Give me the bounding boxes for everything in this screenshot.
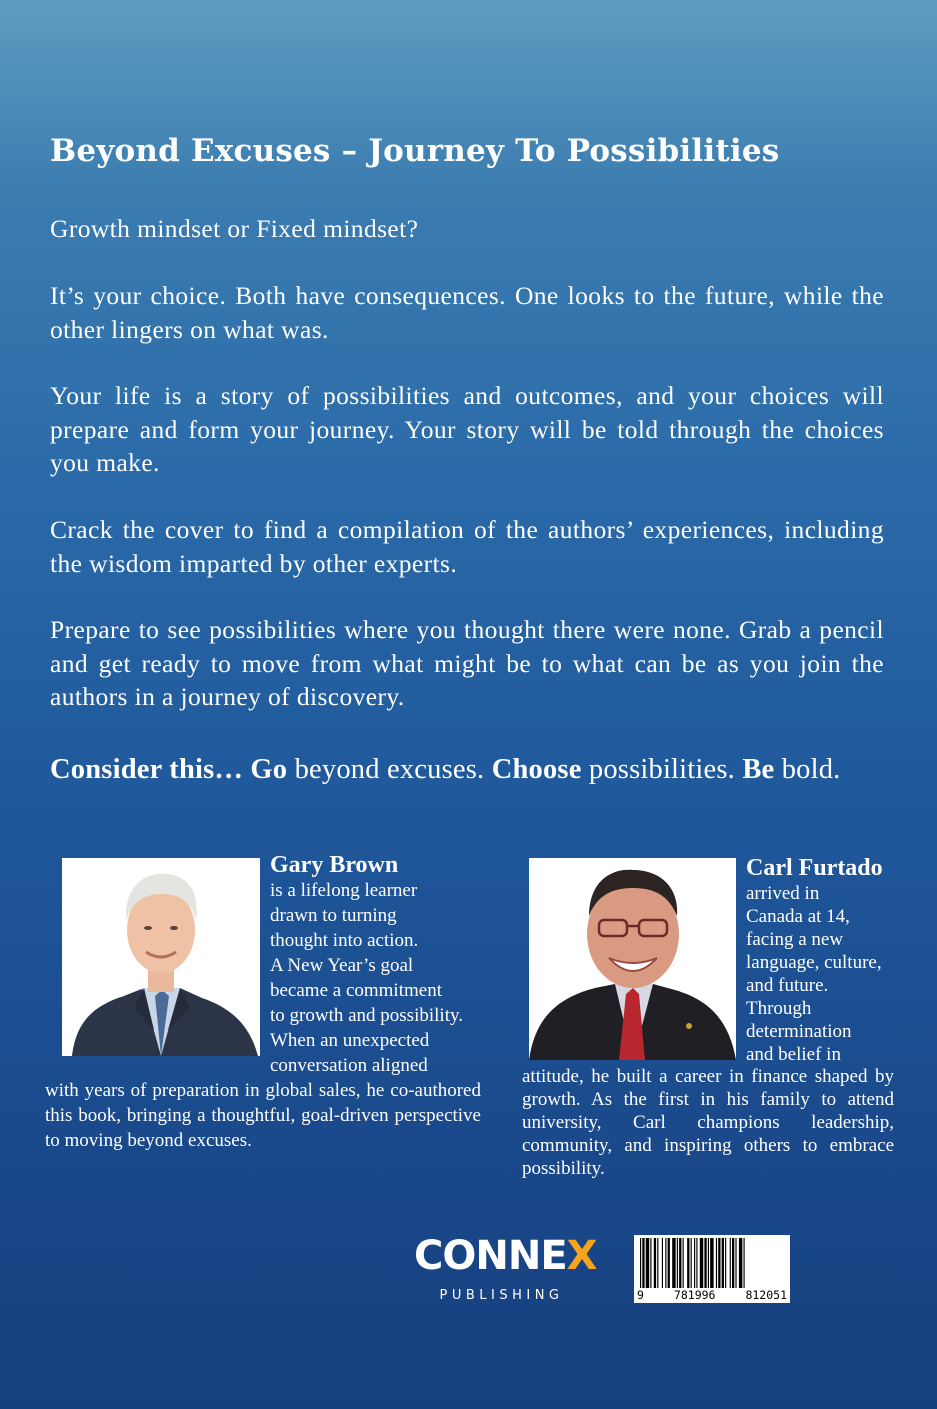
barcode-bar bbox=[722, 1238, 724, 1288]
bio-line: drawn to turning bbox=[270, 905, 397, 926]
tagline-choose: Choose bbox=[491, 754, 582, 785]
logo-word-accent: X bbox=[566, 1233, 597, 1279]
bio-line: Canada at 14, bbox=[746, 906, 850, 927]
bio-line: to growth and possibility. bbox=[270, 1005, 463, 1026]
author-bio-gary-side bbox=[270, 878, 500, 1078]
barcode-bar bbox=[654, 1238, 656, 1288]
barcode-bar bbox=[725, 1238, 726, 1288]
logo-word-main: CONNE bbox=[414, 1233, 567, 1279]
bio-line: When an unexpected bbox=[270, 1030, 430, 1051]
barcode-bar bbox=[696, 1238, 697, 1288]
barcode-bar bbox=[657, 1238, 658, 1288]
bio-line: became a commitment bbox=[270, 980, 442, 1001]
paragraph-question: Growth mindset or Fixed mindset? bbox=[50, 214, 419, 243]
barcode-bar bbox=[716, 1238, 717, 1288]
barcode-digit-group: 781996 bbox=[673, 1288, 716, 1302]
barcode-bar bbox=[665, 1238, 666, 1288]
barcode-bar bbox=[732, 1238, 734, 1288]
barcode-bar bbox=[704, 1238, 706, 1288]
tagline-be: Be bbox=[742, 754, 775, 785]
barcode-bar bbox=[662, 1238, 663, 1288]
bio-line: conversation aligned bbox=[270, 1055, 428, 1076]
logo-subtitle: PUBLISHING bbox=[439, 1288, 564, 1303]
barcode-bar bbox=[691, 1238, 692, 1288]
barcode-bars bbox=[638, 1238, 786, 1288]
author-name-carl: Carl Furtado bbox=[746, 855, 883, 881]
barcode-bar bbox=[730, 1238, 731, 1288]
barcode-bar bbox=[744, 1238, 745, 1288]
book-title: Beyond Excuses – Journey To Possibilities bbox=[50, 133, 780, 169]
barcode-bar bbox=[687, 1238, 689, 1288]
barcode-bar bbox=[718, 1238, 720, 1288]
bio-line: thought into action. bbox=[270, 930, 419, 951]
barcode-bar bbox=[672, 1238, 675, 1288]
bio-line: language, culture, bbox=[746, 952, 882, 973]
barcode-bar bbox=[650, 1238, 651, 1288]
paragraph-choice: It’s your choice. Both have consequences. One looks to the future, while the other lingers on what was. bbox=[50, 281, 884, 344]
tagline-possibilities: possibilities. bbox=[581, 754, 743, 785]
tagline-bold: bold. bbox=[774, 754, 841, 785]
barcode-bar bbox=[735, 1238, 736, 1288]
paragraph-prepare: Prepare to see possibilities where you thought there were none. Grab a pencil and get ready to move from what might be to what can be as you join the authors in a journey of discovery. bbox=[50, 615, 884, 711]
bio-line: arrived in bbox=[746, 883, 820, 904]
bio-line: facing a new bbox=[746, 929, 844, 950]
barcode-bar bbox=[694, 1238, 695, 1288]
barcode-bar bbox=[642, 1238, 644, 1288]
bio-line: Through bbox=[746, 998, 812, 1019]
barcode-bar bbox=[668, 1238, 670, 1288]
barcode-digit-group: 812051 bbox=[745, 1288, 787, 1302]
barcode-bar bbox=[683, 1238, 684, 1288]
author-name-gary: Gary Brown bbox=[270, 852, 399, 878]
barcode-bar bbox=[640, 1238, 641, 1288]
bio-line: and belief in bbox=[746, 1044, 841, 1065]
logo-wordmark bbox=[414, 1233, 597, 1279]
barcode-bar bbox=[679, 1238, 681, 1288]
barcode-bar bbox=[739, 1238, 742, 1288]
barcode-bar bbox=[710, 1238, 713, 1288]
author-bio-carl-side bbox=[746, 882, 906, 1066]
tagline bbox=[50, 754, 900, 786]
barcode-bar bbox=[646, 1238, 649, 1288]
tagline-beyond: beyond excuses. bbox=[287, 754, 492, 785]
bio-line: A New Year’s goal bbox=[270, 955, 414, 976]
tagline-consider: Consider this… Go bbox=[50, 754, 288, 785]
isbn-barcode bbox=[634, 1235, 790, 1303]
barcode-bar bbox=[708, 1238, 709, 1288]
publisher-logo bbox=[414, 1233, 597, 1303]
barcode-number bbox=[634, 1288, 790, 1302]
bio-line: is a lifelong learner bbox=[270, 880, 418, 901]
barcode-bar bbox=[677, 1238, 678, 1288]
author-photo-gary bbox=[62, 858, 260, 1056]
barcode-digit-group: 9 bbox=[637, 1288, 644, 1302]
bio-line: determination bbox=[746, 1021, 852, 1042]
author-photo-carl bbox=[529, 858, 736, 1060]
bio-line: and future. bbox=[746, 975, 829, 996]
author-bio-carl-wrap: attitude, he built a career in finance shaped by growth. As the first in his family to attend university, Carl champions leadership, community, and inspiring others to embrace possibility. bbox=[522, 1066, 894, 1179]
author-bio-gary-wrap: with years of preparation in global sales, he co-authored this book, bringing a thoughtful, goal-driven perspective to moving beyond excuses. bbox=[45, 1080, 481, 1151]
paragraph-cover: Crack the cover to find a compilation of the authors’ experiences, including the wisdom imparted by other experts. bbox=[50, 515, 884, 578]
paragraph-story: Your life is a story of possibilities and outcomes, and your choices will prepare and form your journey. Your story will be told through the choices you make. bbox=[50, 381, 884, 477]
barcode-bar bbox=[700, 1238, 703, 1288]
